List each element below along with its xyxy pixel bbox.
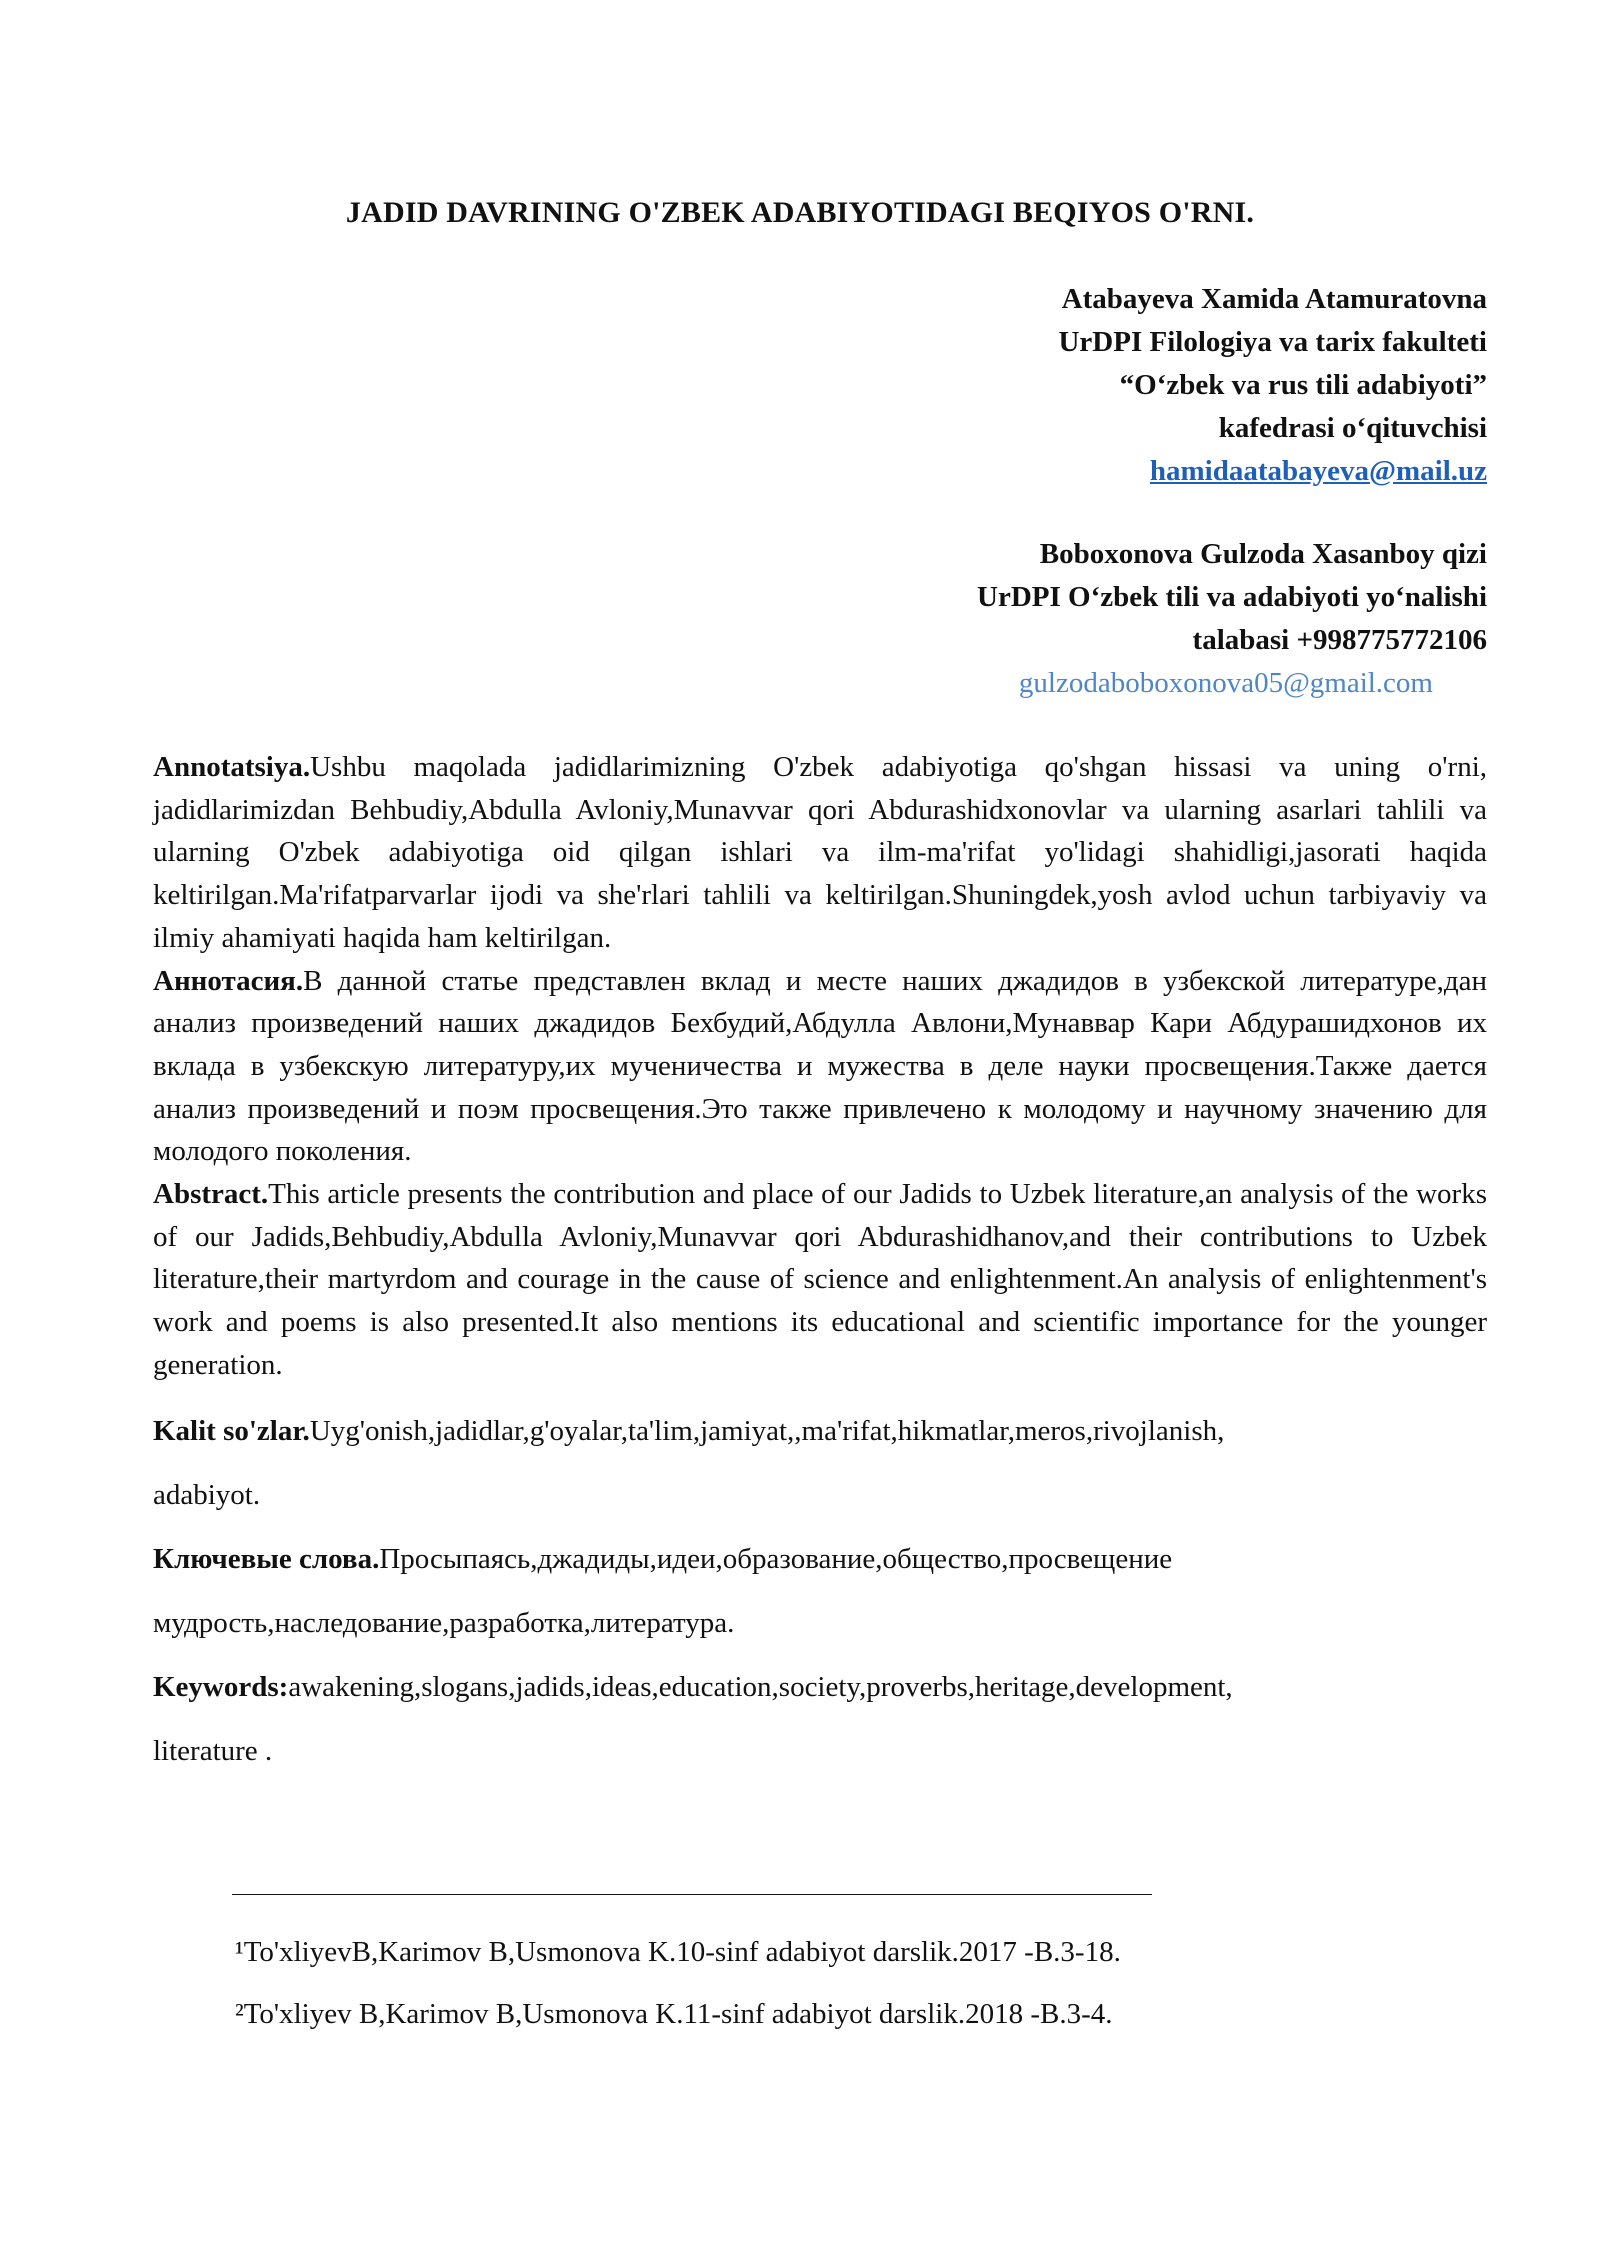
author-1-affiliation-line-3: kafedrasi o‘qituvchisi [1218, 412, 1487, 444]
author-2-email: gulzodaboboxonova05@gmail.com [1018, 667, 1433, 699]
author-1-name: Atabayeva Xamida Atamuratovna [1061, 283, 1487, 315]
keywords-english-text: awakening,slogans,jadids,ideas,education,society,proverbs,heritage,development, [288, 1671, 1233, 1703]
abstract-english [153, 1173, 1487, 1387]
abstract-english-label: Abstract. [153, 1178, 269, 1211]
author-2-affiliation-line-2: talabasi +998775772106 [1192, 624, 1487, 656]
footnote-divider [232, 1894, 1152, 1895]
annotation-russian [153, 960, 1487, 1174]
annotation-russian-label: Аннотасия. [153, 964, 304, 997]
footnote-2: ²To'xliyev B,Karimov B,Usmonova K.11-sinf adabiyot darslik.2018 -B.3-4. [235, 1998, 1113, 2030]
keywords-russian-text: Просыпаясь,джадиды,идеи,образование,общество,просвещение [379, 1543, 1173, 1575]
abstracts-section [153, 746, 1487, 1387]
keywords-english-label: Keywords: [153, 1671, 289, 1703]
keywords-russian-line-2: мудрость,наследование,разработка,литература. [153, 1607, 735, 1639]
annotation-uzbek-text: Ushbu maqolada jadidlarimizning O'zbek adabiyotiga qo'shgan hissasi va uning o'rni, jadidlarimizdan Behbudiy,Abdulla Avloniy,Munavvar qori Abdurashidxonovlar va ularning asarlari tahlili va ularning O'zbek adabiyotiga oid qilgan ishlari va ilm-ma'rifat yo'lidagi shahidligi,jasorati haqida keltirilgan.Ma'rifatparvarlar ijodi va she'rlari tahlili va keltirilgan.Shuningdek,yosh avlod uchun tarbiyaviy va ilmiy ahamiyati haqida ham keltirilgan. [153, 751, 1487, 954]
author-block-2 [587, 533, 1487, 662]
author-1-affiliation-line-2: “O‘zbek va rus tili adabiyoti” [1119, 369, 1487, 401]
keywords-russian-line-1 [153, 1538, 1513, 1580]
author-2-name: Boboxonova Gulzoda Xasanboy qizi [1039, 538, 1487, 570]
author-1-email-link[interactable]: hamidaatabayeva@mail.uz [1149, 455, 1487, 487]
keywords-uzbek-label: Kalit so'zlar. [153, 1415, 310, 1447]
annotation-uzbek [153, 746, 1487, 960]
keywords-russian-label: Ключевые слова. [153, 1543, 380, 1575]
abstract-english-text: This article presents the contribution and place of our Jadids to Uzbek literature,an analysis of the works of our Jadids,Behbudiy,Abdulla Avloniy,Munavvar qori Abdurashidhanov,and their contributions to Uzbek literature,their martyrdom and courage in the cause of science and enlightenment.An analysis of enlightenment's work and poems is also presented.It also mentions its educational and scientific importance for the younger generation. [153, 1178, 1487, 1381]
author-1-affiliation-line-1: UrDPI Filologiya va tarix fakulteti [1058, 326, 1487, 358]
annotation-uzbek-label: Annotatsiya. [153, 751, 311, 783]
annotation-russian-text: В данной статье представлен вклад и месте наших джадидов в узбекской литературе,дан анализ произведений наших джадидов Бехбудий,Абдулла Авлони,Мунаввар Кари Абдурашидхонов их вклада в узбекскую литературу,их мученичества и мужества в деле науки просвещения.Также дается анализ произведений и поэм просвещения.Это также привлечено к молодому и научному значению для молодого поколения. [153, 964, 1487, 1168]
keywords-uzbek-line-2: adabiyot. [153, 1479, 261, 1511]
article-title: JADID DAVRINING O'ZBEK ADABIYOTIDAGI BEQIYOS O'RNI. [345, 196, 1255, 229]
keywords-english-line-2: literature . [153, 1735, 273, 1767]
footnote-1: ¹To'xliyevB,Karimov B,Usmonova K.10-sinf adabiyot darslik.2017 -B.3-18. [235, 1936, 1121, 1968]
author-2-affiliation-line-1: UrDPI O‘zbek tili va adabiyoti yo‘nalishi [977, 581, 1487, 613]
keywords-uzbek-text: Uyg'onish,jadidlar,g'oyalar,ta'lim,jamiyat,,ma'rifat,hikmatlar,meros,rivojlanish, [309, 1415, 1225, 1447]
author-block-1 [587, 278, 1487, 493]
keywords-uzbek-line-1 [153, 1410, 1513, 1452]
keywords-english-line-1 [153, 1666, 1513, 1708]
